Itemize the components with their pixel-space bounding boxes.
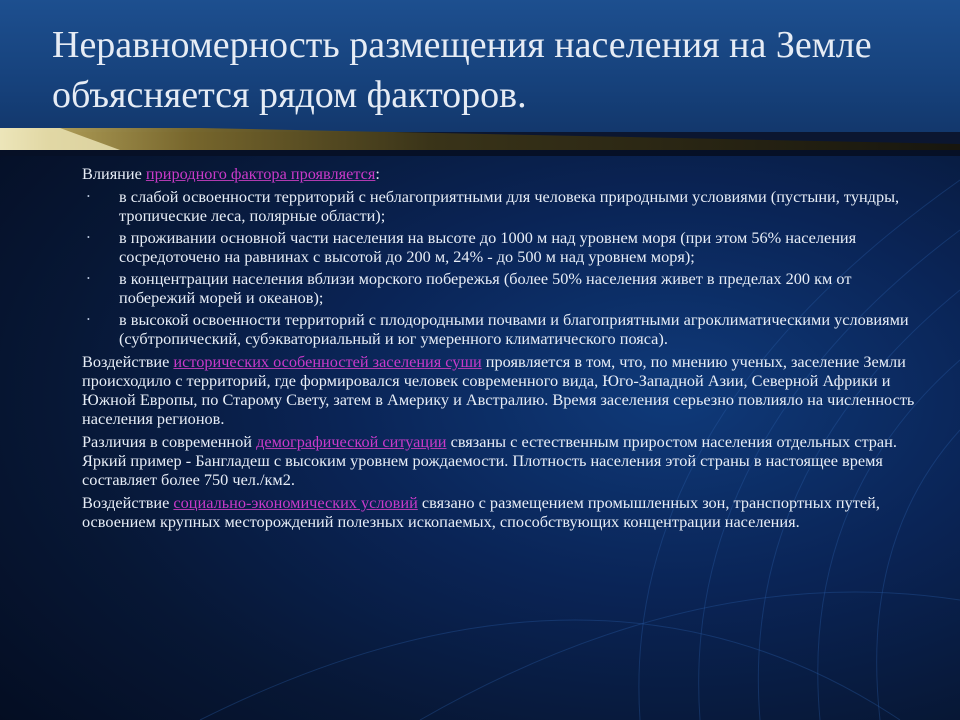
demographic-suffix: связаны с естественным приростом населения отдельных стран. Яркий пример - Бангладеш с высоким уровнем рождаемости. Плотность населения этой страны в настоящее время составляет более 750 чел./км2. <box>82 432 897 489</box>
demographic-prefix: Различия в современной <box>82 432 257 451</box>
historical-prefix: Воздействие <box>82 352 174 371</box>
list-item <box>87 187 930 225</box>
socioeconomic-suffix: связано с размещением промышленных зон, транспортных путей, освоением крупных месторождений полезных ископаемых, способствующих концентрации населения. <box>82 493 880 531</box>
list-item-text: в концентрации населения вблизи морского побережья (более 50% населения живет в пределах 200 км от побережий морей и океанов); <box>119 269 852 307</box>
bullet-icon: • <box>87 315 90 324</box>
demographic-factor-paragraph <box>82 432 930 489</box>
list-item-text: в высокой освоенности территорий с плодородными почвами и благоприятными агроклиматическими условиями (субтропический, субэкваториальный и юг умеренного климатического пояса). <box>119 310 909 348</box>
bullet-icon: • <box>87 274 90 283</box>
socioeconomic-prefix: Воздействие <box>82 493 174 512</box>
demographic-highlight: демографической ситуации <box>256 432 447 451</box>
list-item <box>87 310 930 348</box>
dark-stripe <box>0 150 960 156</box>
socioeconomic-highlight: социально-экономических условий <box>173 493 418 512</box>
natural-factor-paragraph <box>82 164 930 183</box>
historical-highlight: исторических особенностей заселения суши <box>173 352 482 371</box>
socioeconomic-factor-paragraph <box>82 493 930 531</box>
slide-title: Неравномерность размещения населения на Земле объясняется рядом факторов. <box>52 24 872 116</box>
bullet-icon: • <box>87 192 90 201</box>
gold-stripe <box>0 128 960 150</box>
list-item <box>87 269 930 307</box>
slide-content <box>82 164 930 535</box>
bullet-icon: • <box>87 233 90 242</box>
natural-highlight: природного фактора проявляется <box>145 164 376 183</box>
list-item <box>87 228 930 266</box>
natural-prefix: Влияние <box>82 164 146 183</box>
natural-suffix: : <box>375 164 380 183</box>
historical-suffix: проявляется в том, что, по мнению ученых, заселение Земли происходило с территорий, где формировался человек современного вида, Юго-Западной Азии, Северной Африки и Южной Европы, по Старому Свету, затем в Америку и Австралию. Время заселения серьезно повлияло на численность населения регионов. <box>82 352 915 428</box>
natural-factor-list <box>82 187 930 348</box>
historical-factor-paragraph <box>82 352 930 428</box>
list-item-text: в слабой освоенности территорий с неблагоприятными для человека природными условиями (пустыни, тундры, тропические леса, полярные области); <box>119 187 900 225</box>
list-item-text: в проживании основной части населения на высоте до 1000 м над уровнем моря (при этом 56% населения сосредоточено на равнинах с высотой до 200 м, 24% - до 500 м над уровнем моря); <box>119 228 857 266</box>
